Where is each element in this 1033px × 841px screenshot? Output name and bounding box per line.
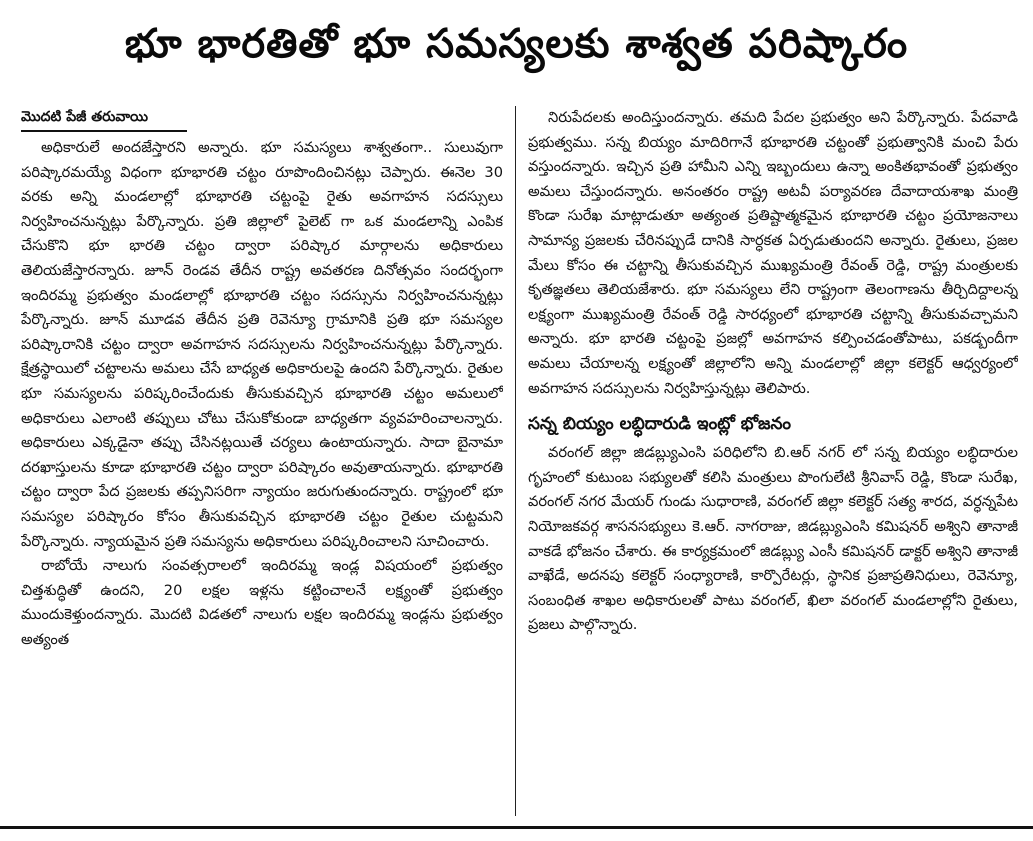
paragraph: వరంగల్ జిల్లా జిడబ్ల్యుఎంసి పరిధిలోని బి.ఆర్ నగర్ లో సన్న బియ్యం లబ్ధిదారుల గృహంలో కుటుంబ సభ్యులతో కలిసి మంత్రులు పొంగులేటి శ్రీనివాస్ రెడ్డి, కొండా సురేఖ, వరంగల్ నగర మేయర్ గుండు సుధారాణి, వరంగల్ జిల్లా కలెక్టర్ సత్య శారద, వర్ధన్నపేట నియోజకవర్గ శాసనసభ్యులు కె.ఆర్. నాగరాజు, జిడబ్ల్యుఎంసి కమిషనర్ అశ్విని తానాజీ వాకడే భోజనం చేశారు. ఈ కార్యక్రమంలో జిడబ్ల్యు ఎంసీ కమిషనర్ డాక్టర్ అశ్విని తానాజీ వాఖేడే, అదనపు కలెక్టర్ సంధ్యారాణి, కార్పొరేటర్లు, స్థానిక ప్రజాప్రతినిధులు, రెవెన్యూ, సంబంధిత శాఖల అధికారులతో పాటు వరంగల్, ఖిలా వరంగల్ మండలాల్లోని రైతులు, ప్రజలు పాల్గొన్నారు. [528,444,1018,634]
left-column [21,106,503,818]
column-divider [515,106,516,816]
headline: భూ భారతితో భూ సమస్యలకు శాశ్వత పరిష్కారం [124,21,909,67]
subheading: సన్న బియ్యం లబ్ధిదారుడి ఇంట్లో భోజనం [528,414,792,435]
paragraph: అధికారులే అందజేస్తారని అన్నారు. భూ సమస్యలు శాశ్వతంగా.. సులువుగా పరిష్కారమయ్యే విధంగా భూభారతి చట్టం రూపొందించినట్లు చెప్పారు. ఈనెల 30 వరకు అన్ని మండలాల్లో భూభారతి చట్టంపై రైతు అవగాహన సదస్సులు నిర్వహించనున్నట్లు పేర్కొన్నారు. ప్రతి జిల్లాలో పైలెట్ గా ఒక మండలాన్ని ఎంపిక చేసుకొని భూ భారతి చట్టం ద్వారా పరిష్కార మార్గాలను అధికారులు తెలియజేస్తారన్నారు. జూన్ రెండవ తేదీన రాష్ట్ర అవతరణ దినోత్సవం సందర్భంగా ఇందిరమ్మ ప్రభుత్వం మండలాల్లో భూభారతి చట్టం సదస్సును నిర్వహించనున్నట్లు పేర్కొన్నారు. జూన్ మూడవ తేదీన ప్రతి రెవెన్యూ గ్రామానికి ప్రతి భూ సమస్యల పరిష్కారానికి చట్టం ద్వారా అవగాహన సదస్సులను నిర్వహించనున్నట్లు పేర్కొన్నారు. క్షేత్రస్థాయిలో చట్టాలను అమలు చేసే బాధ్యత అధికారులపై ఉందని పేర్కొన్నారు. రైతుల భూ సమస్యలను పరిష్కరించేందుకు తీసుకువచ్చిన భూభారతి చట్టం అమలులో అధికారులు ఎలాంటి తప్పులు చోటు చేసుకోకుండా బాధ్యతగా వ్యవహరించాలన్నారు. అధికారులు ఎక్కడైనా తప్పు చేసినట్లయితే చర్యలు ఉంటాయన్నారు. సాదా బైనామా దరఖాస్తులను కూడా భూభారతి చట్టం ద్వారా పరిష్కారం అవుతాయన్నారు. భూభారతి చట్టం ద్వారా పేద ప్రజలకు తప్పనిసరిగా న్యాయం జరుగుతుందన్నారు. రాష్ట్రంలో భూ సమస్యల పరిష్కారం కోసం తీసుకువచ్చిన భూభారతి చట్టం రైతుల చుట్టమని పేర్కొన్నారు. న్యాయమైన ప్రతి సమస్యను అధికారులు పరిష్కరించాలని సూచించారు. [21,139,503,550]
paragraph: రాబోయే నాలుగు సంవత్సరాలలో ఇందిరమ్మ ఇండ్ల విషయంలో ప్రభుత్వం చిత్తశుద్ధితో ఉందని, 20 లక్షల ఇళ్లను కట్టించాలనే లక్ష్యంతో ప్రభుత్వం ముందుకెళ్తుందన్నారు. మొదటి విడతలో నాలుగు లక్షల ఇందిరమ్మ ఇండ్లను ప్రభుత్వం అత్యంత [21,557,503,648]
bottom-rule [0,826,1033,829]
paragraph: నిరుపేదలకు అందిస్తుందన్నారు. తమది పేదల ప్రభుత్వం అని పేర్కొన్నారు. పేదవాడి ప్రభుత్వము. సన్న బియ్యం మాదిరిగానే భూభారతి చట్టంతో ప్రభుత్వానికి మంచి పేరు వస్తుందన్నారు. ఇచ్చిన ప్రతి హామీని ఎన్ని ఇబ్బందులు ఉన్నా అంకితభావంతో ప్రభుత్వం అమలు చేస్తుందన్నారు. అనంతరం రాష్ట్ర అటవీ పర్యావరణ దేవాదాయశాఖ మంత్రి కొండా సురేఖ మాట్లాడుతూ అత్యంత ప్రతిష్టాత్మకమైన భూభారతి చట్టం ప్రయోజనాలు సామాన్య ప్రజలకు చేరినప్పుడే దానికి సార్ధకత ఏర్పడుతుందని అన్నారు. రైతులు, ప్రజల మేలు కోసం ఈ చట్టాన్ని తీసుకువచ్చిన ముఖ్యమంత్రి రేవంత్ రెడ్డి, రాష్ట్ర మంత్రులకు కృతజ్ఞతలు తెలియజేశారు. భూ సమస్యలు లేని రాష్ట్రంగా తెలంగాణను తీర్చిదిద్దాలన్న లక్ష్యంగా ముఖ్యమంత్రి రేవంత్ రెడ్డి సారధ్యంలో భూభారతి చట్టాన్ని తీసుకువచ్చామని అన్నారు. భూ భారతి చట్టంపై ప్రజల్లో అవగాహన కల్పించడంతోపాటు, పకడ్బందీగా అమలు చేయాలన్న లక్ష్యంతో జిల్లాలోని అన్ని మండలాల్లో జిల్లా కలెక్టర్ ఆధ్వర్యంలో అవగాహన సదస్సులను నిర్వహిస్తున్నట్లు తెలిపారు. [528,109,1018,397]
continued-label: మొదటి పేజీ తరువాయి [21,106,187,132]
right-column [528,106,1018,818]
